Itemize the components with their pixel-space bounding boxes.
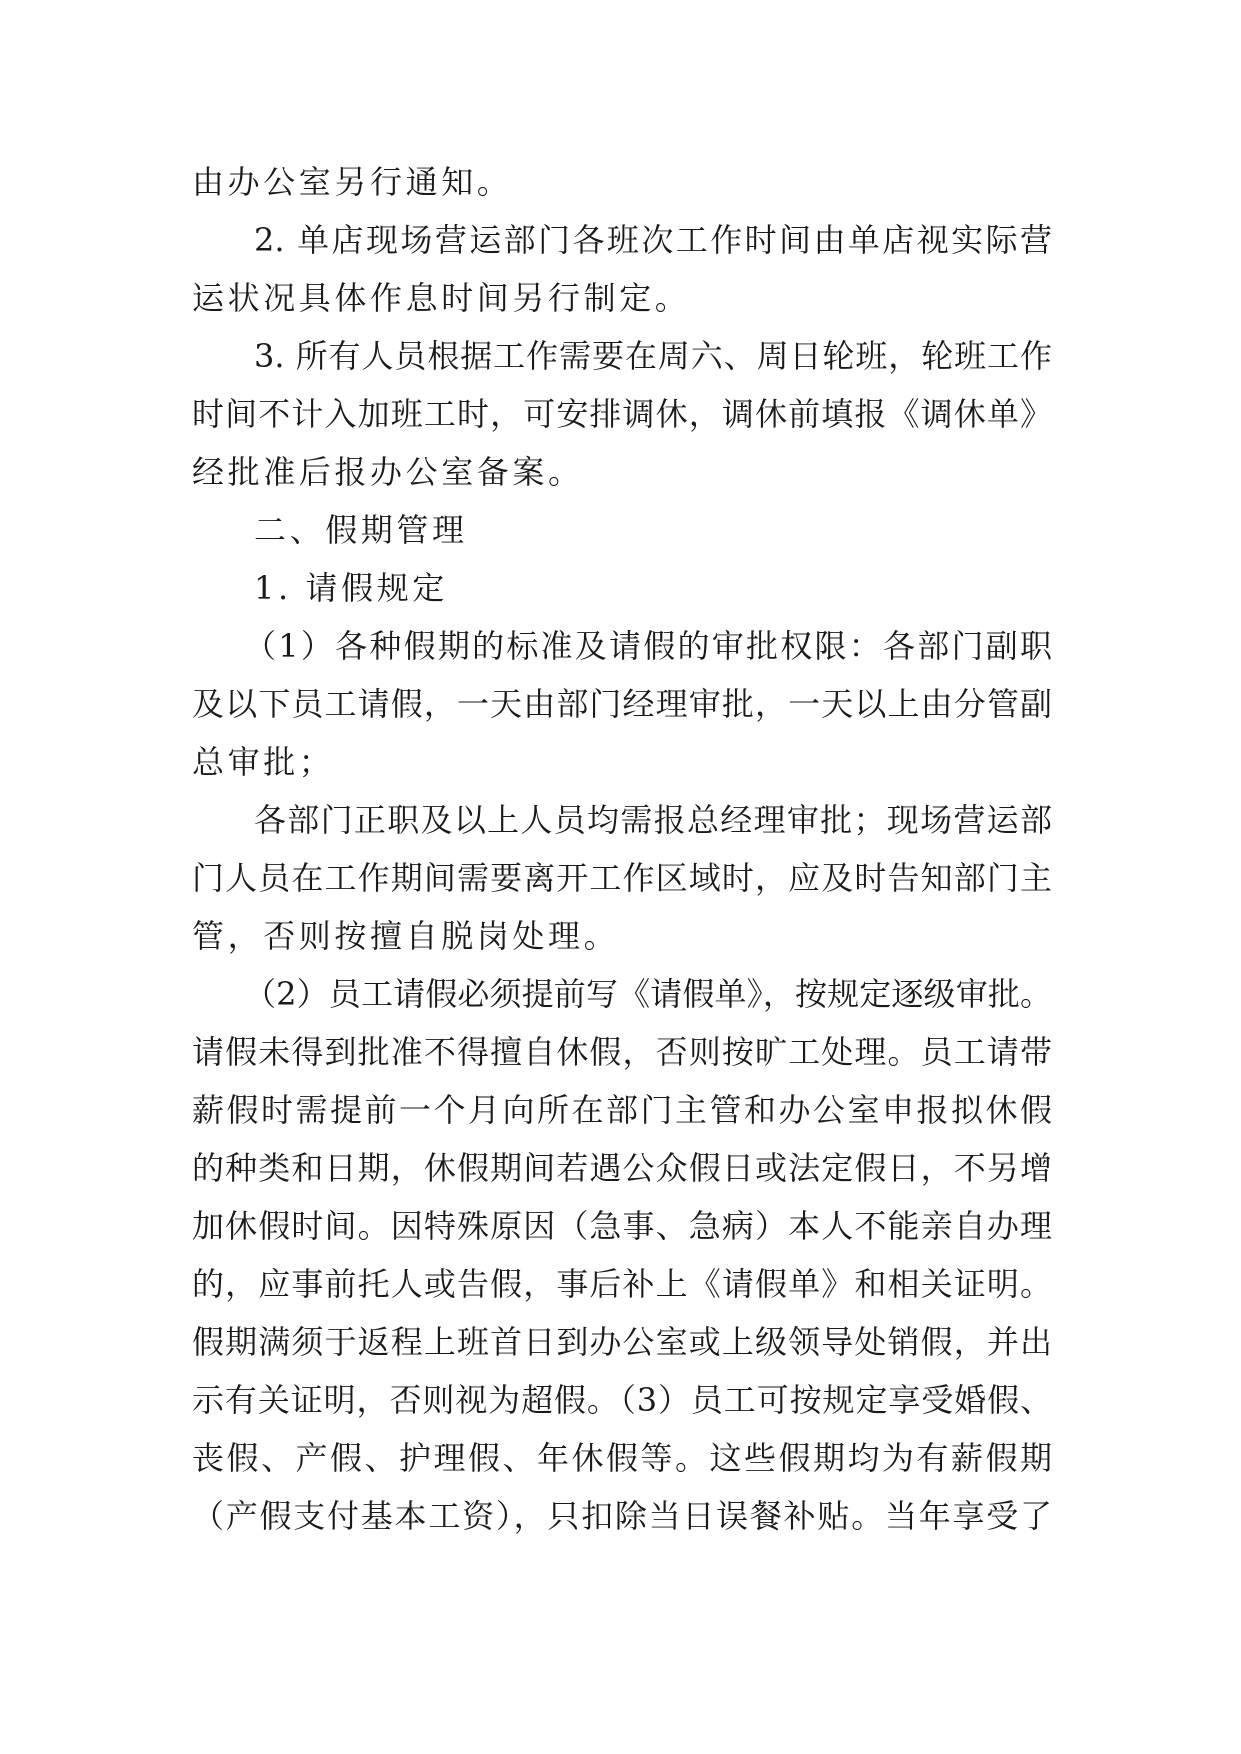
paragraph-line: 由办公室另行通知。 xyxy=(192,163,513,201)
paragraph-line: 薪假时需提前一个月向所在部门主管和办公室申报拟休假 xyxy=(192,1091,1052,1129)
paragraph-line: 示有关证明，否则视为超假。（3）员工可按规定享受婚假、 xyxy=(192,1381,1052,1419)
paragraph-line: 3. 所有人员根据工作需要在周六、周日轮班，轮班工作 xyxy=(254,337,1052,375)
paragraph-line: 各部门正职及以上人员均需报总经理审批；现场营运部 xyxy=(254,801,1052,839)
paragraph-line: 门人员在工作期间需要离开工作区域时，应及时告知部门主 xyxy=(192,859,1052,897)
paragraph-line: 管，否则按擅自脱岗处理。 xyxy=(192,917,620,955)
paragraph-line: 的种类和日期，休假期间若遇公众假日或法定假日，不另增 xyxy=(192,1149,1052,1187)
paragraph-line: 假期满须于返程上班首日到办公室或上级领导处销假，并出 xyxy=(192,1323,1052,1361)
paragraph-line: 总审批； xyxy=(192,743,335,781)
section-heading: 二、假期管理 xyxy=(254,511,468,549)
paragraph-line: 经批准后报办公室备案。 xyxy=(192,453,584,491)
paragraph-line: 丧假、产假、护理假、年休假等。这些假期均为有薪假期 xyxy=(192,1439,1052,1477)
paragraph-line: 加休假时间。因特殊原因（急事、急病）本人不能亲自办理 xyxy=(192,1207,1052,1245)
paragraph-line: 2. 单店现场营运部门各班次工作时间由单店视实际营 xyxy=(254,221,1052,259)
paragraph-line: （1）各种假期的标准及请假的审批权限：各部门副职 xyxy=(244,627,1052,665)
paragraph-line: 的，应事前托人或告假，事后补上《请假单》和相关证明。 xyxy=(192,1265,1052,1303)
paragraph-line: 运状况具体作息时间另行制定。 xyxy=(192,279,691,317)
paragraph-line: （产假支付基本工资），只扣除当日误餐补贴。当年享受了 xyxy=(192,1497,1052,1535)
paragraph-line: （2）员工请假必须提前写《请假单》，按规定逐级审批。 xyxy=(244,975,1052,1013)
paragraph-line: 时间不计入加班工时，可安排调休，调休前填报《调休单》 xyxy=(192,395,1052,433)
paragraph-line: 请假未得到批准不得擅自休假，否则按旷工处理。员工请带 xyxy=(192,1033,1052,1071)
subsection-heading: 1. 请假规定 xyxy=(254,569,448,607)
paragraph-line: 及以下员工请假，一天由部门经理审批，一天以上由分管副 xyxy=(192,685,1052,723)
